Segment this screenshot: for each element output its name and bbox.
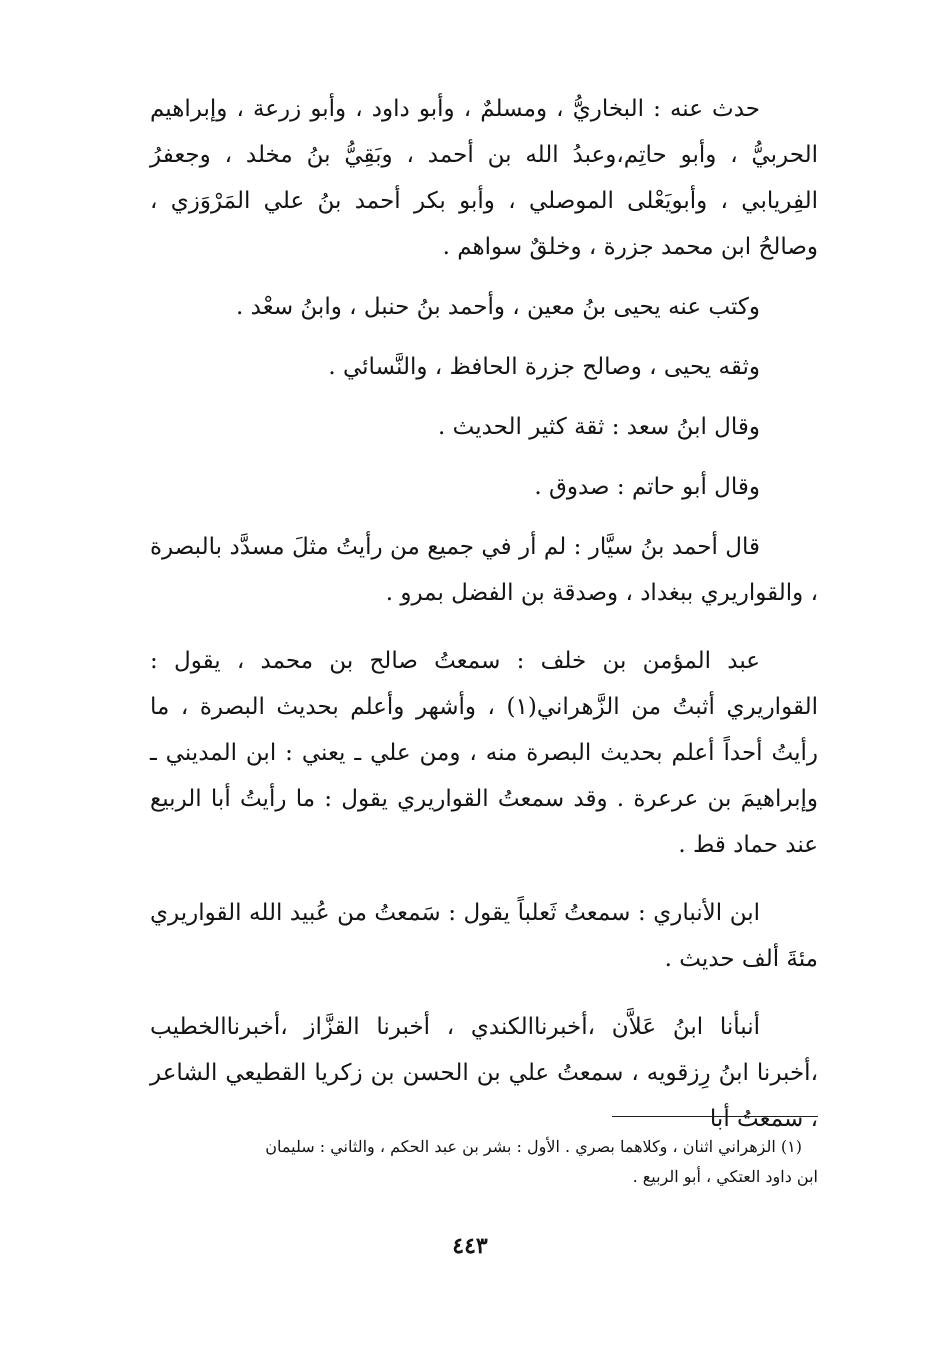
- footnote-separator: [612, 1116, 818, 1117]
- paragraph-wrote-from-him: وكتب عنه يحيى بنُ معين ، وأحمد بنُ حنبل ، وابنُ سعْد .: [236, 294, 760, 320]
- paragraph-ibn-al-anbari: ابن الأنباري : سمعتُ ثَعلباً يقول : سَمعتُ من عُبيد الله القواريري مئةَ ألف حديث .: [150, 900, 818, 972]
- paragraph-narrators: حدث عنه : البخاريُّ ، ومسلمٌ ، وأبو داود ، وأبو زرعة ، وإبراهيم الحربيُّ ، وأبو حاتِم،وعبدُ الله بن أحمد ، وبَقِيُّ بنُ مخلد ، وجعفرُ الفِريابي ، وأبويَعْلى الموصلي ، وأبو بكر أحمد بنُ علي المَرْوَزي ، وصالحُ ابن محمد جزرة ، وخلقٌ سواهم .: [150, 96, 818, 260]
- paragraph-isnad: أنبأنا ابنُ عَلاَّن ،أخبرناالكندي ، أخبرنا القزَّاز ،أخبرناالخطيب ،أخبرنا ابنُ رِزقويه ، سمعتُ علي بن الحسن بن زكريا القطيعي الشاعر ، سمعتُ أبا: [150, 1014, 818, 1132]
- main-text: [150, 86, 818, 1156]
- footnote: [150, 1132, 818, 1192]
- page-number: ٤٤٣: [452, 1233, 488, 1259]
- paragraph-abd-al-mumin: عبد المؤمن بن خلف : سمعتُ صالح بن محمد ، يقول : القواريري أثبتُ من الزَّهراني(١) ، وأشهر وأعلم بحديث البصرة ، ما رأيتُ أحداً أعلم بحديث البصرة منه ، ومن علي ـ يعني : ابن المديني ـ وإبراهيمَ بن عرعرة . وقد سمعتُ القواريري يقول : ما رأيتُ أبا الربيع عند حماد قط .: [150, 648, 818, 858]
- footnote-line-2: ابن داود العتكي ، أبو الربيع .: [632, 1167, 818, 1186]
- paragraph-ahmad-ibn-sayyar: قال أحمد بنُ سيَّار : لم أر في جميع من رأيتُ مثلَ مسدَّد بالبصرة ، والقواريري ببغداد ، وصدقة بن الفضل بمرو .: [150, 534, 818, 606]
- paragraph-authenticated: وثقه يحيى ، وصالح جزرة الحافظ ، والنَّسائي .: [328, 354, 760, 380]
- paragraph-ibn-saad: وقال ابنُ سعد : ثقة كثير الحديث .: [438, 414, 760, 440]
- footnote-line-1: (١) الزهراني اثنان ، وكلاهما بصري . الأول : بشر بن عبد الحكم ، والثاني : سليمان: [265, 1137, 802, 1156]
- paragraph-abu-hatim: وقال أبو حاتم : صدوق .: [534, 474, 760, 500]
